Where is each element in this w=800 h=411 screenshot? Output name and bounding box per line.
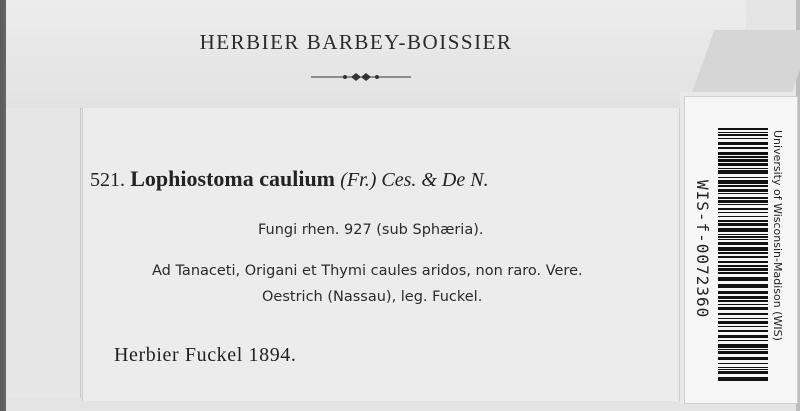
specimen-number: 521. — [90, 169, 125, 191]
exsiccata-reference: Fungi rhen. 927 (sub Sphæria). — [258, 222, 484, 238]
taxon-authority: (Fr.) Ces. & De N. — [340, 169, 489, 191]
taxon-line — [90, 166, 489, 192]
ornament-icon — [311, 71, 411, 83]
flap-title: HERBIER BARBEY-BOISSIER — [199, 30, 513, 54]
barcode-icon — [718, 128, 768, 382]
envelope-flap — [6, 0, 746, 109]
taxon-name: Lophiostoma caulium — [130, 166, 336, 191]
accession-number: WIS-f-0072360 — [693, 180, 712, 319]
locality-text: Oestrich (Nassau), leg. Fuckel. — [262, 289, 483, 305]
envelope-side — [6, 108, 81, 398]
habitat-text: Ad Tanaceti, Origani et Thymi caules aridos, non raro. Vere. — [152, 263, 583, 279]
herbarium-source: Herbier Fuckel 1894. — [114, 344, 297, 366]
institution-label: University of Wisconsin-Madison (WIS) — [771, 130, 784, 341]
